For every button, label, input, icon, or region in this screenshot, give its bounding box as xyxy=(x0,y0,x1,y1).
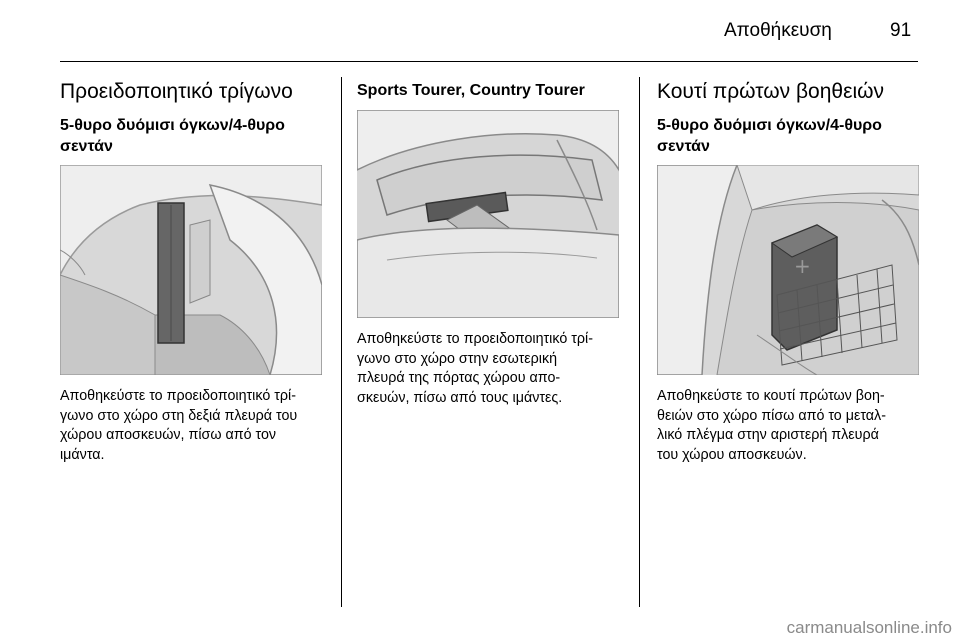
first-aid-kit-heading: Κουτί πρώτων βοηθειών xyxy=(657,80,885,103)
first-aid-kit-text: Αποθηκεύστε το κουτί πρώτων βοη- θειών στο χώρο πίσω από το μεταλ- λικό πλέγμα στην αριστερή πλευρά του χώρου αποσκευών. xyxy=(657,388,886,463)
watermark: carmanualsonline.info xyxy=(786,618,952,637)
svg-text:+: + xyxy=(794,254,811,278)
page-section-title: Αποθήκευση xyxy=(724,20,832,41)
hatchback-sedan-subheading: 5-θυρο δυόμισι όγκων/4-θυρο σεντάν xyxy=(60,117,285,155)
first-aid-kit-illustration xyxy=(657,165,919,375)
warning-triangle-illustration xyxy=(60,165,322,375)
tailgate-triangle-text: Αποθηκεύστε το προειδοποιητικό τρί- γωνο στο χώρο στην εσωτερική πλευρά της πόρτας χώρου απο- σκευών, πίσω από τους ιμάντες. xyxy=(357,331,593,406)
warning-triangle-text: Αποθηκεύστε το προειδοποιητικό τρί- γωνο στο χώρο στη δεξιά πλευρά του χώρου αποσκευών, πίσω από τον ιμάντα. xyxy=(60,388,298,463)
tailgate-triangle-illustration xyxy=(357,110,619,318)
column-divider xyxy=(341,77,342,607)
header-divider xyxy=(60,61,918,62)
sports-tourer-subheading: Sports Tourer, Country Tourer xyxy=(357,82,585,99)
first-aid-subheading: 5-θυρο δυόμισι όγκων/4-θυρο σεντάν xyxy=(657,117,882,155)
page-number: 91 xyxy=(890,20,912,41)
warning-triangle-heading: Προειδοποιητικό τρίγωνο xyxy=(60,80,293,103)
column-divider xyxy=(639,77,640,607)
